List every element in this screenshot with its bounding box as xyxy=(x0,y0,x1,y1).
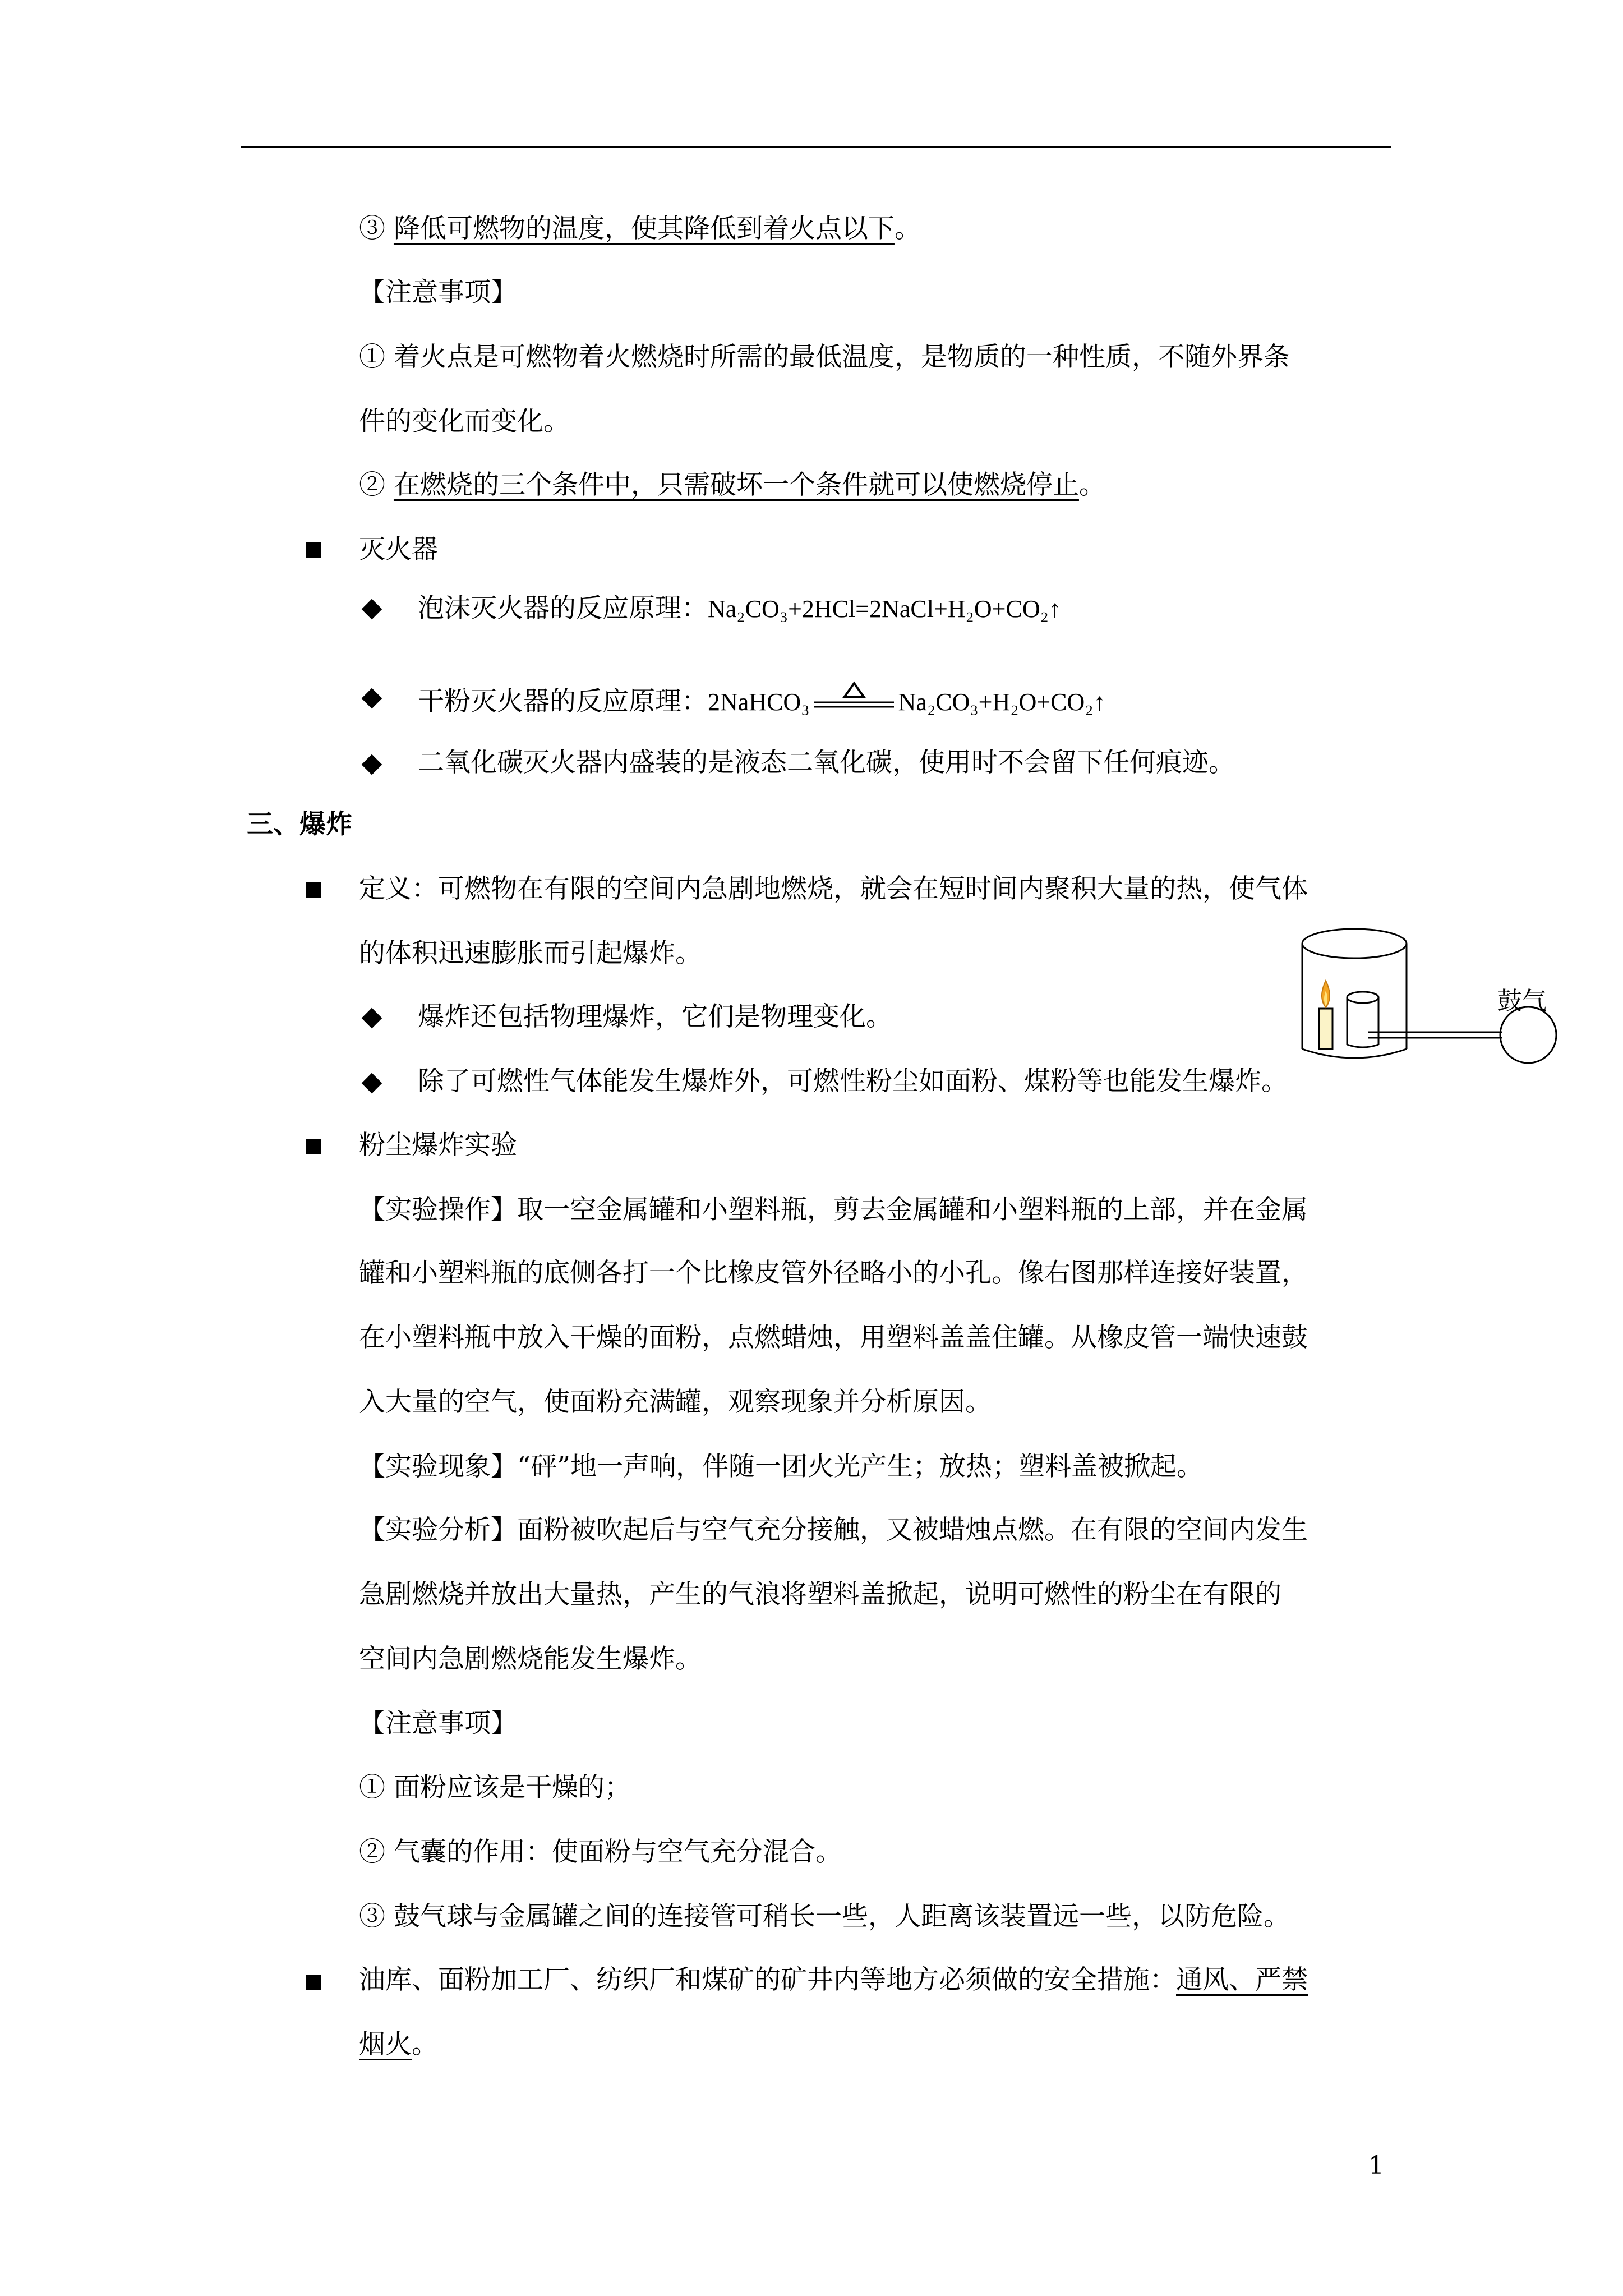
note-1-line-1: ① 着火点是可燃物着火燃烧时所需的最低温度，是物质的一种性质，不随外界条 xyxy=(359,342,1290,372)
safety-text: 油库、面粉加工厂、纺织厂和煤矿的矿井内等地方必须做的安全措施： xyxy=(359,1964,1176,1995)
analysis-line-2: 急剧燃烧并放出大量热，产生的气浪将塑料盖掀起，说明可燃性的粉尘在有限的 xyxy=(359,1579,1281,1610)
definition-line-1: 定义：可燃物在有限的空间内急剧地燃烧，就会在短时间内聚积大量的热，使气体 xyxy=(359,873,1308,904)
underlined-text: 烟火 xyxy=(359,2029,412,2060)
square-bullet xyxy=(306,542,321,558)
reaction-label: 干粉灭火器的反应原理： xyxy=(418,686,708,717)
analysis-line-3: 空间内急剧燃烧能发生爆炸。 xyxy=(359,1644,702,1674)
note-airbag: ② 气囊的作用：使面粉与空气充分混合。 xyxy=(359,1837,842,1867)
section-heading-explosion: 三、爆炸 xyxy=(247,809,352,840)
safety-measures-line-2 xyxy=(359,2028,438,2062)
square-bullet xyxy=(306,1975,321,1990)
extinguisher-heading: 灭火器 xyxy=(359,534,438,565)
underlined-text: 降低可燃物的温度，使其降低到着火点以下 xyxy=(393,213,895,244)
diamond-bullet xyxy=(362,688,382,709)
notes-heading-1: 【注意事项】 xyxy=(359,277,517,308)
notes-heading-2: 【注意事项】 xyxy=(359,1708,517,1739)
physical-explosion-note: 爆炸还包括物理爆炸，它们是物理变化。 xyxy=(418,1001,892,1032)
note-distance: ③ 鼓气球与金属罐之间的连接管可稍长一些，人距离该装置远一些，以防危险。 xyxy=(359,1901,1290,1932)
air-bulb-label: 鼓气 xyxy=(1497,987,1547,1015)
point-3-extinguish xyxy=(359,212,921,246)
heating-condition-symbol xyxy=(812,680,896,714)
diamond-bullet xyxy=(362,599,382,620)
reaction-equation: Na₂CO₃+2HCl=2NaCl+H₂O+CO₂↑ xyxy=(708,595,1061,623)
dust-explosion-apparatus-figure xyxy=(1301,920,1559,1105)
procedure-line-1: 【实验操作】取一空金属罐和小塑料瓶，剪去金属罐和小塑料瓶的上部，并在金属 xyxy=(359,1194,1308,1225)
safety-measures-line-1 xyxy=(359,1963,1308,1997)
item-number: ③ xyxy=(359,213,385,244)
powder-extinguisher-reaction xyxy=(418,680,1106,719)
analysis-line-1: 【实验分析】面粉被吹起后与空气充分接触，又被蜡烛点燃。在有限的空间内发生 xyxy=(359,1515,1308,1545)
punct: 。 xyxy=(1078,470,1105,500)
procedure-line-2: 罐和小塑料瓶的底侧各打一个比橡皮管外径略小的小孔。像右图那样连接好装置， xyxy=(359,1258,1308,1289)
procedure-line-3: 在小塑料瓶中放入干燥的面粉，点燃蜡烛，用塑料盖盖住罐。从橡皮管一端快速鼓 xyxy=(359,1322,1308,1353)
diamond-bullet xyxy=(362,754,382,775)
co2-extinguisher: 二氧化碳灭火器内盛装的是液态二氧化碳，使用时不会留下任何痕迹。 xyxy=(418,747,1235,778)
dust-experiment-heading: 粉尘爆炸实验 xyxy=(359,1130,517,1161)
reaction-label: 泡沫灭火器的反应原理： xyxy=(418,593,708,624)
reaction-reactant: 2NaHCO₃ xyxy=(708,688,810,716)
header-rule xyxy=(241,146,1391,148)
punct: 。 xyxy=(412,2029,438,2060)
page-number: 1 xyxy=(1368,2151,1384,2180)
foam-extinguisher-reaction xyxy=(418,592,1061,626)
note-2 xyxy=(359,468,1105,502)
square-bullet xyxy=(306,882,321,898)
diamond-bullet xyxy=(362,1073,382,1094)
punct: 。 xyxy=(894,213,921,244)
reaction-product: Na₂CO₃+H₂O+CO₂↑ xyxy=(898,688,1106,716)
underlined-text: 通风、严禁 xyxy=(1176,1964,1308,1995)
note-flour-dry: ① 面粉应该是干燥的； xyxy=(359,1772,631,1803)
square-bullet xyxy=(306,1139,321,1154)
dust-explosion-note: 除了可燃性气体能发生爆炸外，可燃性粉尘如面粉、煤粉等也能发生爆炸。 xyxy=(418,1066,1288,1097)
underlined-text: 在燃烧的三个条件中，只需破坏一个条件就可以使燃烧停止 xyxy=(393,470,1079,500)
note-1-line-2: 件的变化而变化。 xyxy=(359,406,570,437)
item-number: ② xyxy=(359,470,385,500)
definition-line-2: 的体积迅速膨胀而引起爆炸。 xyxy=(359,938,702,969)
procedure-line-4: 入大量的空气，使面粉充满罐，观察现象并分析原因。 xyxy=(359,1387,992,1418)
phenomenon: 【实验现象】“砰”地一声响，伴随一团火光产生；放热；塑料盖被掀起。 xyxy=(359,1451,1204,1482)
diamond-bullet xyxy=(362,1008,382,1029)
